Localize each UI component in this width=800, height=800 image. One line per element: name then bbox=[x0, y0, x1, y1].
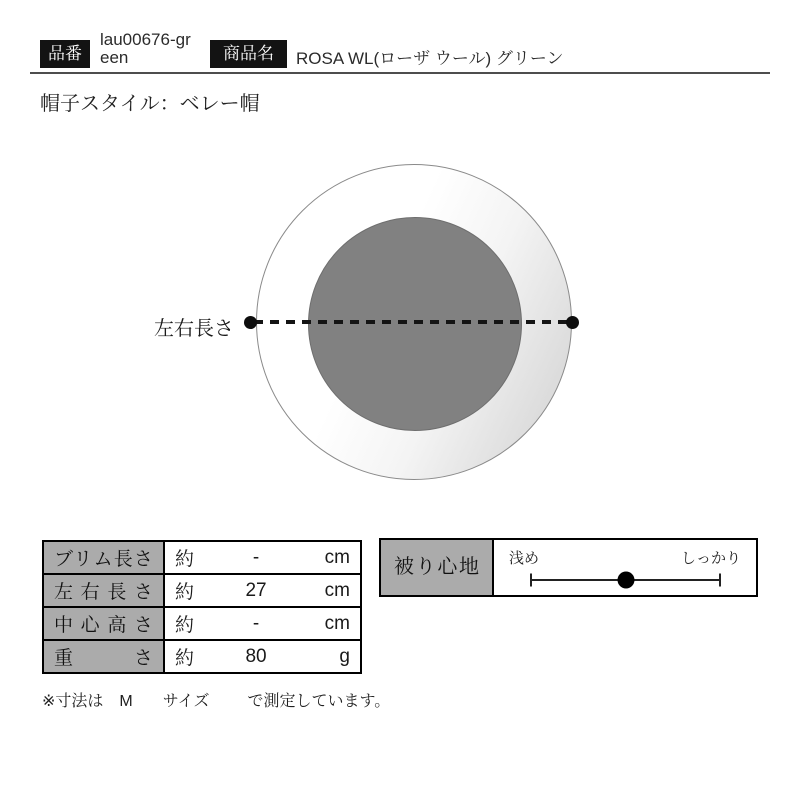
measurement-unit: cm bbox=[324, 612, 350, 634]
row-label-weight: 重さ bbox=[43, 640, 164, 673]
row-label-width: 左右長さ bbox=[43, 574, 164, 607]
fit-feel-box bbox=[379, 538, 758, 597]
product-name-label: 商品名 bbox=[223, 44, 274, 63]
measurement-value: 80 bbox=[245, 645, 267, 667]
measurement-value: - bbox=[252, 546, 260, 568]
approx-prefix: 約 bbox=[175, 549, 195, 570]
measurement-value: - bbox=[252, 612, 260, 634]
fit-scale-slider bbox=[530, 571, 721, 589]
width-measure-dashed-line bbox=[254, 320, 570, 324]
hat-style-text: 帽子スタイル：ベレー帽 bbox=[40, 93, 260, 115]
fit-scale-tick-left bbox=[530, 574, 532, 587]
fit-feel-scale bbox=[494, 540, 756, 595]
row-value-weight bbox=[164, 640, 361, 673]
width-measure-label: 左右長さ bbox=[154, 318, 234, 340]
measurement-unit: cm bbox=[324, 546, 350, 568]
note-suffix: で測定しています。 bbox=[247, 693, 391, 710]
row-value-center-height bbox=[164, 607, 361, 640]
approx-prefix: 約 bbox=[175, 615, 195, 636]
fit-feel-label: 被り心地 bbox=[381, 540, 494, 595]
fit-position-dot bbox=[617, 572, 634, 589]
note-prefix: ※寸法は bbox=[42, 693, 104, 710]
row-label-center-height: 中心高さ bbox=[43, 607, 164, 640]
table-row bbox=[43, 640, 361, 673]
header-divider bbox=[30, 72, 770, 74]
product-name-label-box bbox=[210, 40, 287, 68]
product-code-label-box bbox=[40, 40, 90, 68]
product-code-value: lau00676-green bbox=[100, 30, 191, 67]
measurement-value: 27 bbox=[245, 579, 267, 601]
hat-crown-circle bbox=[308, 217, 522, 431]
table-row bbox=[43, 607, 361, 640]
fit-scale-max-label: しっかり bbox=[680, 550, 741, 567]
row-value-width bbox=[164, 574, 361, 607]
table-row bbox=[43, 574, 361, 607]
product-code-label: 品番 bbox=[48, 44, 82, 63]
measurement-unit: cm bbox=[324, 579, 350, 601]
product-name-value: ROSA WL(ローザ ウール) グリーン bbox=[296, 49, 564, 68]
measurement-unit: g bbox=[339, 645, 350, 667]
measurements-table bbox=[42, 540, 362, 674]
approx-prefix: 約 bbox=[175, 582, 195, 603]
measurement-note bbox=[42, 688, 390, 711]
row-label-brim-length: ブリム長さ bbox=[43, 541, 164, 574]
fit-scale-tick-right bbox=[719, 574, 721, 587]
measure-endpoint-dot-right bbox=[566, 316, 579, 329]
fit-scale-min-label: 浅め bbox=[509, 550, 540, 567]
row-value-brim-length bbox=[164, 541, 361, 574]
approx-prefix: 約 bbox=[175, 648, 195, 669]
note-size-word: サイズ bbox=[162, 693, 210, 710]
measure-endpoint-dot-left bbox=[244, 316, 257, 329]
note-size-value: M bbox=[119, 693, 133, 710]
table-row bbox=[43, 541, 361, 574]
